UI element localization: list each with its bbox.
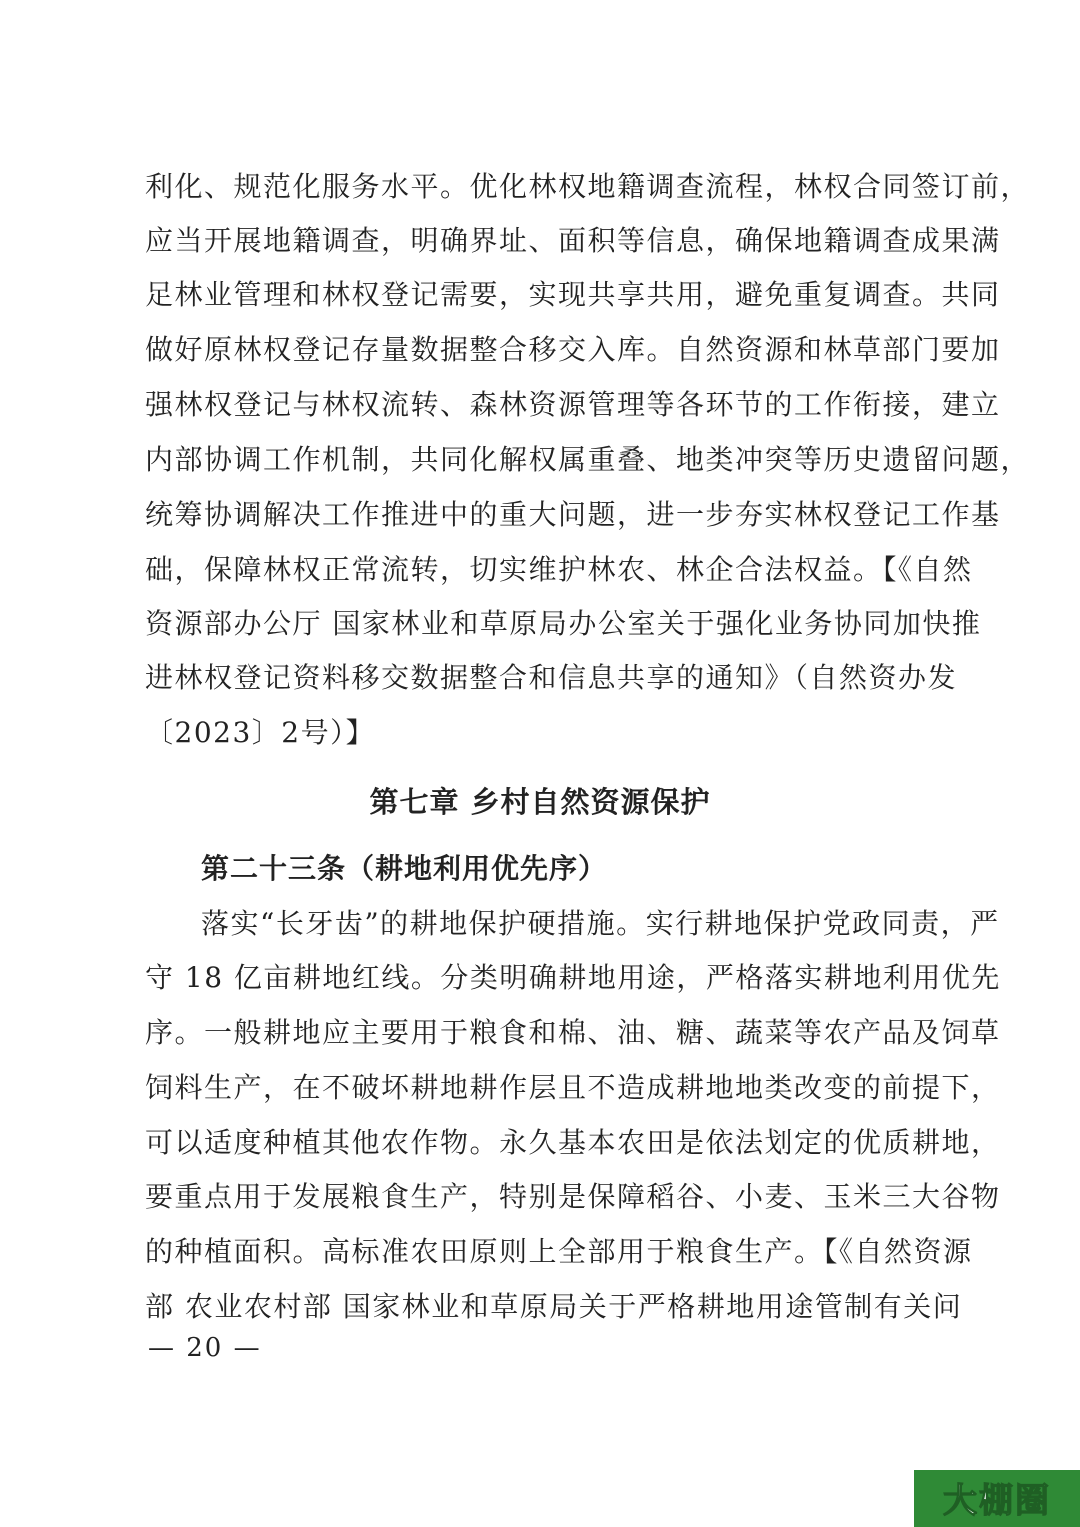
text-line: 序。一般耕地应主要用于粮食和棉、油、糖、蔬菜等农产品及饲草 (145, 1016, 1001, 1049)
text-line: 守 18 亿亩耕地红线。分类明确耕地用途，严格落实耕地利用优先 (145, 961, 1001, 994)
text-line: 可以适度种植其他农作物。永久基本农田是依法划定的优质耕地， (145, 1126, 1001, 1159)
text-line: 资源部办公厅 国家林业和草原局办公室关于强化业务协同加快推 (145, 607, 982, 640)
watermark-logo (914, 1470, 1080, 1527)
text-line: 应当开展地籍调查，明确界址、面积等信息，确保地籍调查成果满 (145, 224, 1001, 257)
text-line: 进林权登记资料移交数据整合和信息共享的通知》（自然资办发 (145, 661, 958, 694)
page-number: — 20 — (148, 1333, 262, 1363)
text-line: 足林业管理和林权登记需要，实现共享共用，避免重复调查。共同 (145, 278, 1001, 311)
text-line: 部 农业农村部 国家林业和草原局关于严格耕地用途管制有关问 (145, 1290, 963, 1323)
text-line: 落实“长牙齿”的耕地保护硬措施。实行耕地保护党政同责，严 (201, 907, 1000, 940)
chapter-title: 第七章 乡村自然资源保护 (369, 785, 711, 819)
text-line: 内部协调工作机制，共同化解权属重叠、地类冲突等历史遗留问题， (145, 443, 1031, 476)
svg-text:大棚圈: 大棚圈 (943, 1480, 1051, 1521)
text-line: 利化、规范化服务水平。优化林权地籍调查流程，林权合同签订前， (145, 170, 1031, 203)
watermark-logo-icon (922, 1475, 1072, 1523)
text-line: 的种植面积。高标准农田原则上全部用于粮食生产。【《自然资源 (145, 1235, 973, 1268)
text-line: 强林权登记与林权流转、森林资源管理等各环节的工作衔接，建立 (145, 388, 1001, 421)
text-line: 〔2023〕2号）】 (145, 716, 376, 749)
text-line: 做好原林权登记存量数据整合移交入库。自然资源和林草部门要加 (145, 333, 1001, 366)
text-line: 础，保障林权正常流转，切实维护林农、林企合法权益。【《自然 (145, 553, 973, 586)
text-line: 要重点用于发展粮食生产，特别是保障稻谷、小麦、玉米三大谷物 (145, 1180, 1001, 1213)
text-line: 饲料生产，在不破坏耕地耕作层且不造成耕地地类改变的前提下， (145, 1071, 1001, 1104)
article-title: 第二十三条（耕地利用优先序） (201, 852, 608, 885)
text-line: 统筹协调解决工作推进中的重大问题，进一步夯实林权登记工作基 (145, 498, 1001, 531)
